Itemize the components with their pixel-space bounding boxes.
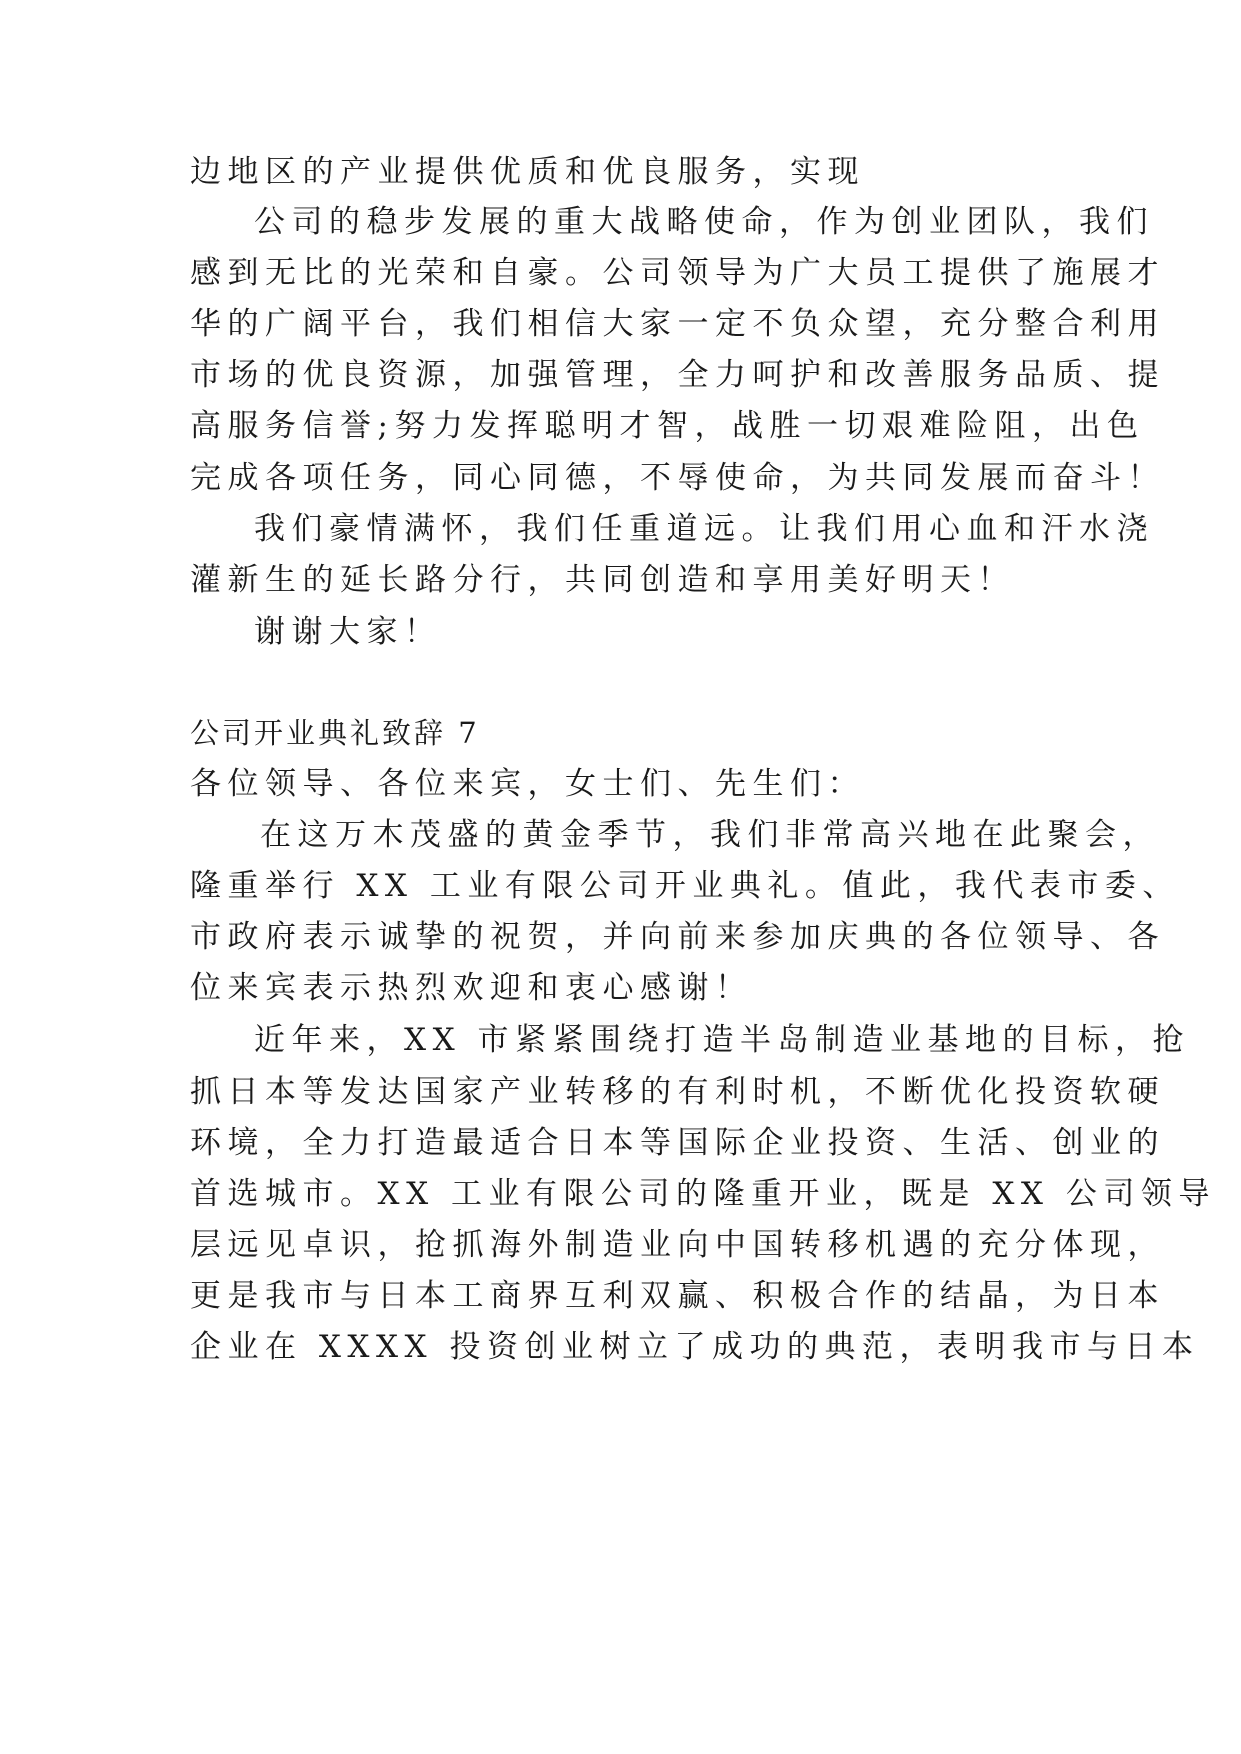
section-title: 公司开业典礼致辞 7 bbox=[190, 716, 480, 750]
text-line: 完成各项任务，同心同德，不辱使命，为共同发展而奋斗！ bbox=[190, 460, 1165, 496]
paragraph-first-line: 公司的稳步发展的重大战略使命，作为创业团队，我们 bbox=[254, 204, 1154, 240]
paragraph-first-line: 近年来，XX 市紧紧围绕打造半岛制造业基地的目标，抢 bbox=[254, 1022, 1190, 1058]
text-line: 层远见卓识，抢抓海外制造业向中国转移机遇的充分体现， bbox=[190, 1227, 1165, 1263]
text-line: 市政府表示诚挚的祝贺，并向前来参加庆典的各位领导、各 bbox=[190, 919, 1165, 955]
salutation: 各位领导、各位来宾，女士们、先生们： bbox=[190, 766, 865, 802]
text-line: 更是我市与日本工商界互利双赢、积极合作的结晶，为日本 bbox=[190, 1278, 1165, 1314]
text-line: 感到无比的光荣和自豪。公司领导为广大员工提供了施展才 bbox=[190, 255, 1165, 291]
text-line: 边地区的产业提供优质和优良服务，实现 bbox=[190, 154, 865, 190]
text-line: 首选城市。XX 工业有限公司的隆重开业，既是 XX 公司领导 bbox=[190, 1176, 1216, 1212]
paragraph-first-line: 我们豪情满怀，我们任重道远。让我们用心血和汗水浇 bbox=[254, 511, 1154, 547]
text-line: 位来宾表示热烈欢迎和衷心感谢！ bbox=[190, 970, 753, 1006]
text-line: 华的广阔平台，我们相信大家一定不负众望，充分整合利用 bbox=[190, 306, 1165, 342]
text-line: 灌新生的延长路分行，共同创造和享用美好明天！ bbox=[190, 562, 1015, 598]
text-line: 隆重举行 XX 工业有限公司开业典礼。值此，我代表市委、 bbox=[190, 868, 1180, 904]
text-line: 抓日本等发达国家产业转移的有利时机，不断优化投资软硬 bbox=[190, 1074, 1165, 1110]
text-line: 市场的优良资源，加强管理，全力呵护和改善服务品质、提 bbox=[190, 357, 1165, 393]
text-line: 环境，全力打造最适合日本等国际企业投资、生活、创业的 bbox=[190, 1125, 1165, 1161]
text-line: 企业在 XXXX 投资创业树立了成功的典范，表明我市与日本 bbox=[190, 1329, 1200, 1365]
text-line: 高服务信誉;努力发挥聪明才智，战胜一切艰难险阻，出色 bbox=[190, 408, 1145, 444]
paragraph-first-line: 在这万木茂盛的黄金季节，我们非常高兴地在此聚会， bbox=[260, 817, 1160, 853]
closing-thanks: 谢谢大家！ bbox=[254, 614, 442, 650]
